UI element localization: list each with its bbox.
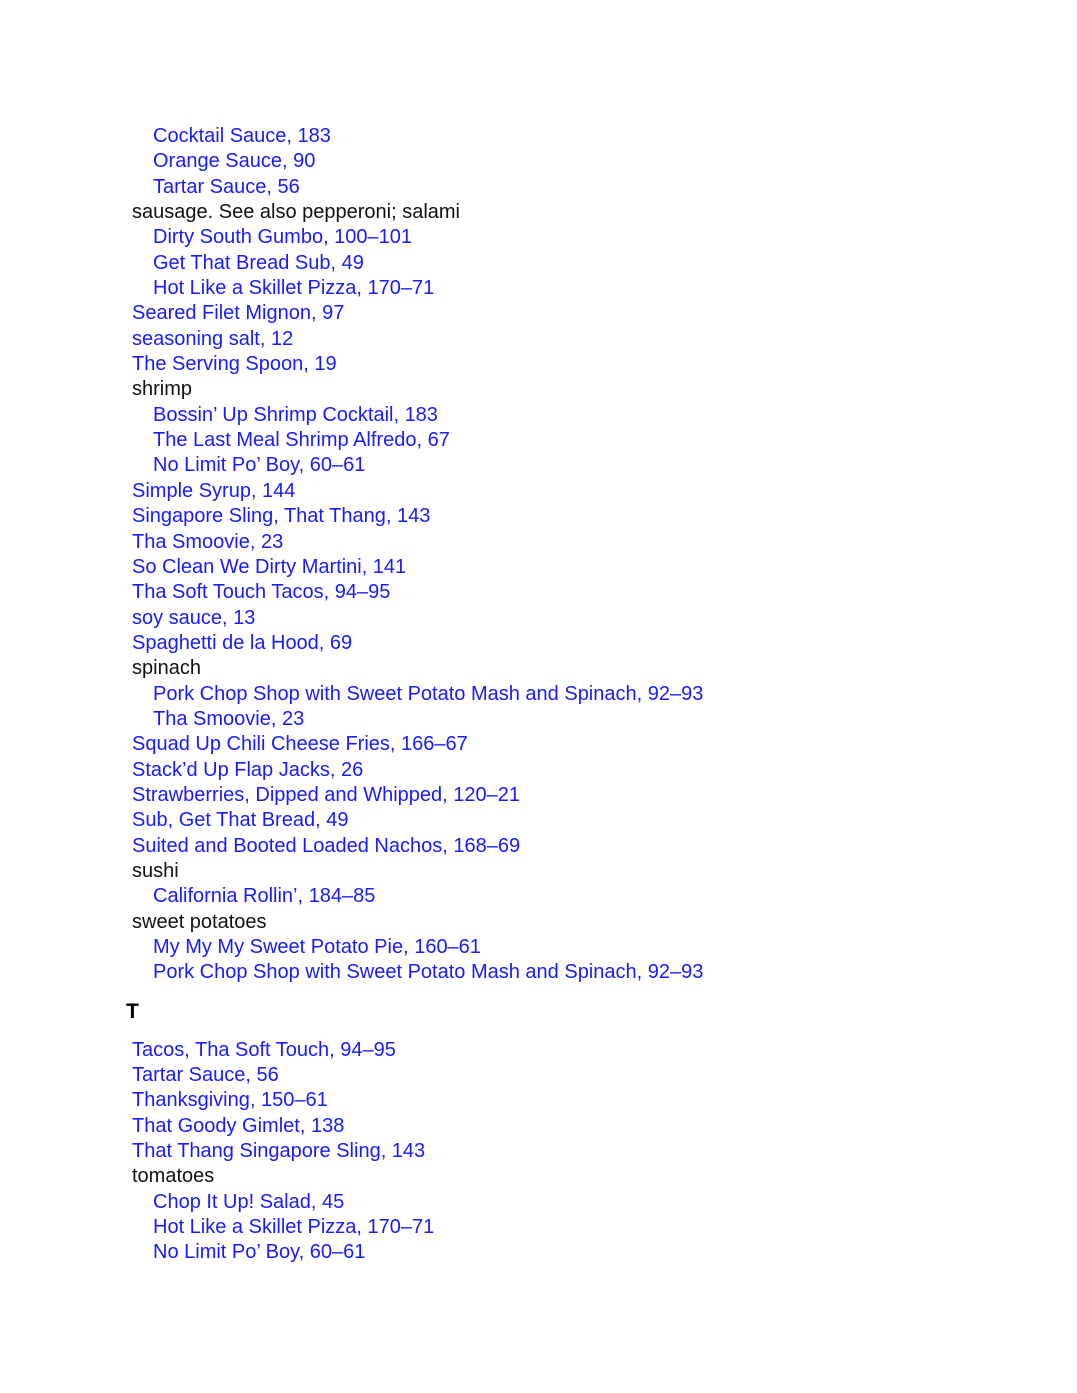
index-subentry-link[interactable]: California Rollin’, 184–85 xyxy=(153,885,376,908)
index-subentry-link[interactable]: Hot Like a Skillet Pizza, 170–71 xyxy=(153,277,435,300)
index-entry-heading: sausage. See also pepperoni; salami xyxy=(132,201,460,224)
index-entry-link[interactable]: Sub, Get That Bread, 49 xyxy=(132,809,349,832)
index-entry-link[interactable]: That Thang Singapore Sling, 143 xyxy=(132,1140,426,1163)
index-entry-link[interactable]: Seared Filet Mignon, 97 xyxy=(132,302,345,325)
index-subentry-link[interactable]: Dirty South Gumbo, 100–101 xyxy=(153,226,413,249)
index-entry-link[interactable]: Singapore Sling, That Thang, 143 xyxy=(132,505,431,528)
index-entry-link[interactable]: So Clean We Dirty Martini, 141 xyxy=(132,555,407,578)
index-entry-heading: spinach xyxy=(132,657,201,680)
index-entry-link[interactable]: seasoning salt, 12 xyxy=(132,327,294,350)
index-subentry-link[interactable]: Tartar Sauce, 56 xyxy=(153,175,300,198)
index-entry-link[interactable]: Tacos, Tha Soft Touch, 94–95 xyxy=(132,1038,396,1061)
index-entry-link[interactable]: Tartar Sauce, 56 xyxy=(132,1064,279,1087)
index-entry-link[interactable]: Suited and Booted Loaded Nachos, 168–69 xyxy=(132,834,521,857)
index-entry-link[interactable]: Stack’d Up Flap Jacks, 26 xyxy=(132,758,364,781)
index-subentry-link[interactable]: My My My Sweet Potato Pie, 160–61 xyxy=(153,936,481,958)
index-entry-link[interactable]: Simple Syrup, 144 xyxy=(132,479,296,502)
index-subentry-link[interactable]: The Last Meal Shrimp Alfredo, 67 xyxy=(153,429,450,452)
index-subentry-link[interactable]: Orange Sauce, 90 xyxy=(153,150,316,173)
index-entry-link[interactable]: That Goody Gimlet, 138 xyxy=(132,1114,345,1137)
index-entry-link[interactable]: soy sauce, 13 xyxy=(132,606,256,629)
book-index xyxy=(0,124,1077,1266)
index-subentry-link[interactable]: Pork Chop Shop with Sweet Potato Mash and Spinach, 92–93 xyxy=(153,682,704,705)
index-entry-heading: sushi xyxy=(132,859,179,882)
index-entry-link[interactable]: Tha Smoovie, 23 xyxy=(132,530,284,553)
index-subentry-link[interactable]: Chop It Up! Salad, 45 xyxy=(153,1190,345,1213)
index-letter-heading: T xyxy=(126,999,139,1023)
index-entry-heading: tomatoes xyxy=(132,1165,215,1188)
index-subentry-link[interactable]: Tha Smoovie, 23 xyxy=(153,707,305,730)
index-entry-link[interactable]: Strawberries, Dipped and Whipped, 120–21 xyxy=(132,783,521,806)
index-entry-heading: shrimp xyxy=(132,378,193,401)
index-entry-link[interactable]: The Serving Spoon, 19 xyxy=(132,353,337,376)
index-subentry-link[interactable]: Bossin’ Up Shrimp Cocktail, 183 xyxy=(153,403,438,426)
index-subentry-link[interactable]: Get That Bread Sub, 49 xyxy=(153,251,364,274)
index-entry-heading: sweet potatoes xyxy=(132,910,267,933)
index-subentry-link[interactable]: Hot Like a Skillet Pizza, 170–71 xyxy=(153,1216,435,1239)
index-entry-link[interactable]: Thanksgiving, 150–61 xyxy=(132,1089,328,1112)
index-entry-link[interactable]: Spaghetti de la Hood, 69 xyxy=(132,631,353,654)
index-subentry-link[interactable]: No Limit Po’ Boy, 60–61 xyxy=(153,1241,366,1264)
index-subentry-link[interactable]: Pork Chop Shop with Sweet Potato Mash and Spinach, 92–93 xyxy=(153,961,704,984)
index-subentry-link[interactable]: No Limit Po’ Boy, 60–61 xyxy=(153,454,366,477)
index-entry-link[interactable]: Tha Soft Touch Tacos, 94–95 xyxy=(132,581,391,604)
index-subentry-link[interactable]: Cocktail Sauce, 183 xyxy=(153,125,331,147)
index-entry-link[interactable]: Squad Up Chili Cheese Fries, 166–67 xyxy=(132,733,468,756)
